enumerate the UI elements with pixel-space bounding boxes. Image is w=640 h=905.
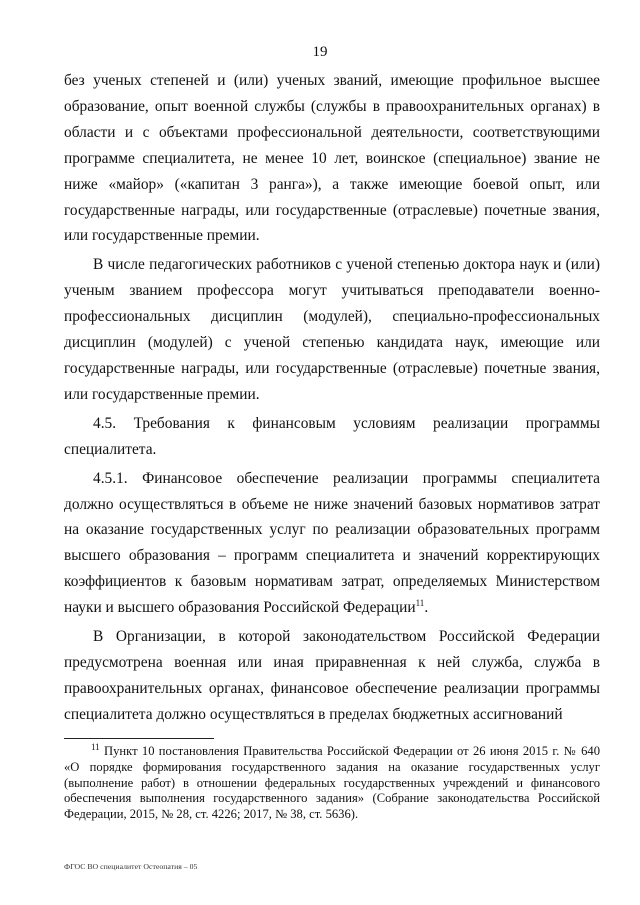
footnote-text: Пункт 10 постановления Правительства Российской Федерации от 26 июня 2015 г. № 640 «О порядке формирования государственного задания на оказание государственных услуг (выполнение работ) в отношении федеральных государственных учреждений и финансового обеспечения выполнения государственного задания» (Собрание законодательства Российской Федерации, 2015, № 28, ст. 4226; 2017, № 38, ст. 5636). xyxy=(64,744,600,822)
paragraph-4-5-1-end: . xyxy=(424,599,429,617)
paragraph-4-5-1-text: 4.5.1. Финансовое обеспечение реализации программы специалитета должно осуществляться в объеме не ниже значений базовых нормативов затрат на оказание государственных услуг по реализации образовательных программ высшего образования – программ специалитета и значений корректирующих коэффициентов к базовым нормативам затрат, определяемых Министерством науки и высшего образования Российской Федерации xyxy=(64,469,600,617)
section-heading-4-5: 4.5. Требования к финансовым условиям реализации программы специалитета. xyxy=(64,414,600,458)
paragraph-1: без ученых степеней и (или) ученых званий, имеющие профильное высшее образование, опыт военной службы (службы в правоохранительных органах) в области и с объектами профессиональной деятельности, соответствующими программе специалитета, не менее 10 лет, воинское (специальное) звание не ниже «майор» («капитан 3 ранга»), а также имеющие боевой опыт, или государственные награды, или государственные (отраслевые) почетные звания, или государственные премии. xyxy=(64,72,600,245)
page-number: 19 xyxy=(312,44,328,60)
footnote xyxy=(64,741,600,823)
footnote-divider xyxy=(64,738,214,739)
main-text xyxy=(64,68,600,728)
page-footer: ФГОС ВО специалитет Остеопатия – 05 xyxy=(64,862,198,871)
footnote-reference: 11 xyxy=(415,598,425,608)
paragraph-2: В числе педагогических работников с ученой степенью доктора наук и (или) ученым званием профессора могут учитываться преподаватели военно-профессиональных дисциплин (модулей), специально-профессиональных дисциплин (модулей) с ученой степенью кандидата наук, имеющие или государственные награды, или государственные (отраслевые) почетные звания, или государственные премии. xyxy=(64,256,600,403)
paragraph-organization: В Организации, в которой законодательством Российской Федерации предусмотрена военная или иная приравненная к ней служба, служба в правоохранительных органах, финансовое обеспечение реализации программы специалитета должно осуществляться в пределах бюджетных ассигнований xyxy=(64,628,600,723)
footnote-mark: 11 xyxy=(91,741,100,752)
paragraph-4-5-1 xyxy=(64,466,600,621)
